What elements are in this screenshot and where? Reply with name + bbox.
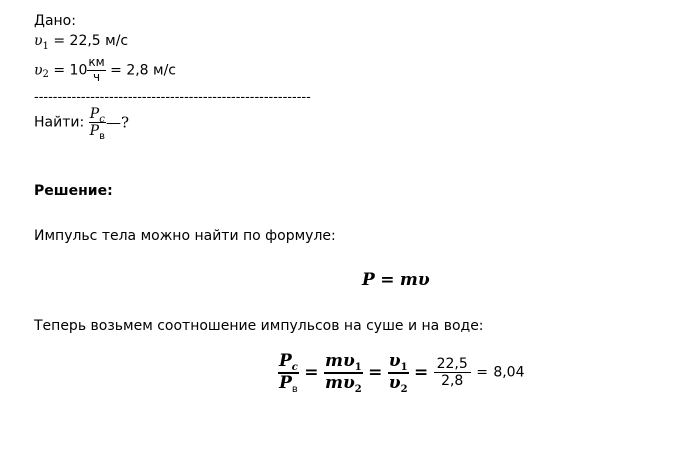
ratio-fraction-3 <box>388 352 409 393</box>
v2-value-si: 2,8 м/с <box>126 62 177 79</box>
v2-equals2: = <box>110 62 122 79</box>
f1-den-sub: в <box>291 383 298 395</box>
find-num-sub: c <box>99 114 105 125</box>
v2-symbol: υ <box>34 62 43 79</box>
v2-frac-num: км <box>88 55 105 69</box>
solution-heading: Решение: <box>34 183 113 199</box>
v2-equals: = <box>53 62 66 79</box>
v1-value: 22,5 м/с <box>69 33 129 49</box>
find-frac-num <box>89 106 106 125</box>
separator-line: ----------------------------------------------------------- <box>34 90 311 105</box>
f1-den-symbol: P <box>279 372 292 393</box>
find-num-symbol: P <box>89 106 100 122</box>
f2-den-sub: 2 <box>354 383 362 395</box>
find-line <box>34 106 130 143</box>
find-suffix: —? <box>105 113 130 132</box>
formula1-eq: = <box>380 270 395 290</box>
ratio-fraction-2 <box>324 352 363 393</box>
solution-text-1: Импульс тела можно найти по формуле: <box>34 228 336 244</box>
f4-num: 22,5 <box>436 355 468 372</box>
ratio-fraction-4 <box>434 356 471 389</box>
v2-frac-den: ч <box>92 69 101 84</box>
find-frac-den <box>89 123 106 143</box>
find-den-sub: в <box>99 131 105 143</box>
f3-den-sub: 2 <box>400 383 408 395</box>
f2-den-symbol: mυ <box>324 372 355 393</box>
v2-value-num: 10 <box>69 62 88 79</box>
f3-num-sub: 1 <box>400 362 408 373</box>
formula-ratio <box>278 352 525 393</box>
v1-equals: = <box>53 33 66 49</box>
formula-momentum <box>362 272 430 289</box>
ratio-result: 8,04 <box>493 364 525 381</box>
ratio-eq-2: = <box>368 362 383 383</box>
f3-num-symbol: υ <box>388 351 401 371</box>
v1-sub: 1 <box>42 41 49 52</box>
ratio-eq-3: = <box>413 362 429 383</box>
find-den-symbol: P <box>89 123 100 140</box>
given-heading: Дано: <box>34 13 76 29</box>
v2-unit-fraction <box>87 56 105 85</box>
formula1-lhs: P <box>362 270 375 290</box>
ratio-fraction-1 <box>278 352 299 393</box>
given-v1 <box>34 33 129 52</box>
f3-den-symbol: υ <box>388 372 401 393</box>
given-v2 <box>34 56 176 85</box>
formula1-rhs: mυ <box>399 270 430 290</box>
solution-text-2: Теперь возьмем соотношение импульсов на суше и на воде: <box>34 318 484 334</box>
f2-num-sub: 1 <box>354 362 362 373</box>
ratio-eq-4: = <box>476 364 488 381</box>
f2-num-symbol: mυ <box>324 351 355 371</box>
f4-den: 2,8 <box>441 373 464 390</box>
f1-num-symbol: P <box>279 351 292 371</box>
find-label: Найти: <box>34 114 85 131</box>
v2-sub: 2 <box>42 68 49 80</box>
v1-symbol: υ <box>34 33 43 49</box>
ratio-eq-1: = <box>304 362 319 383</box>
find-fraction <box>89 106 106 143</box>
f1-num-sub: c <box>291 362 298 373</box>
